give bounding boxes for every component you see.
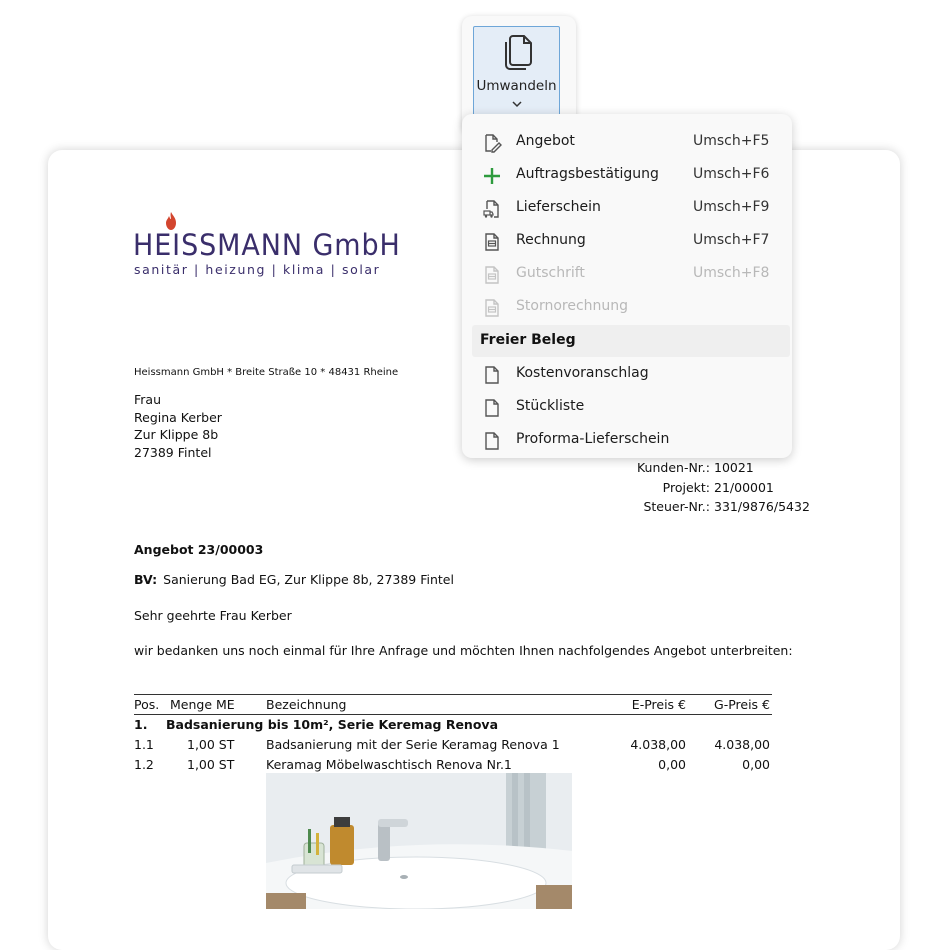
menu-section-free-document xyxy=(472,325,790,357)
document-meta xyxy=(611,458,810,517)
company-logo-name: HEISSMANN GmbH xyxy=(133,228,401,262)
header-unit-price: E-Preis € xyxy=(631,697,686,712)
section-heading: Freier Beleg xyxy=(480,332,576,348)
row-total-price: 0,00 xyxy=(742,757,770,772)
document-icon xyxy=(482,365,502,385)
group-pos: 1. xyxy=(134,717,148,732)
bv-text: Sanierung Bad EG, Zur Klippe 8b, 27389 Fintel xyxy=(163,572,454,587)
document-edit-icon xyxy=(482,133,502,153)
invoice-icon xyxy=(482,298,502,318)
menu-item-label: Angebot xyxy=(516,133,575,149)
menu-item-label: Proforma-Lieferschein xyxy=(516,431,670,447)
menu-item-rechnung[interactable] xyxy=(462,225,792,257)
row-qty: 1,00 ST xyxy=(187,757,235,772)
meta-label: Projekt: xyxy=(662,479,710,495)
row-unit-price: 0,00 xyxy=(658,757,686,772)
menu-item-kostenvoranschlag[interactable] xyxy=(462,358,792,390)
menu-item-label: Lieferschein xyxy=(516,199,601,215)
construction-project-line xyxy=(134,572,454,587)
address-line: Frau xyxy=(134,392,162,407)
menu-item-label: Stückliste xyxy=(516,398,585,414)
row-unit-price: 4.038,00 xyxy=(630,737,686,752)
row-qty: 1,00 ST xyxy=(187,737,235,752)
document-icon xyxy=(482,431,502,451)
table-row xyxy=(134,735,772,755)
header-total-price: G-Preis € xyxy=(714,697,770,712)
bv-label: BV: xyxy=(134,572,158,587)
table-header xyxy=(134,694,772,715)
sender-line: Heissmann GmbH * Breite Straße 10 * 48431 Rheine xyxy=(134,367,399,378)
header-pos: Pos. xyxy=(134,697,160,712)
meta-value: 10021 xyxy=(714,460,754,475)
intro-text: wir bedanken uns noch einmal für Ihre Anfrage und möchten Ihnen nachfolgendes Angebot unterbreiten: xyxy=(134,643,793,658)
chevron-down-icon xyxy=(512,100,522,108)
row-pos: 1.1 xyxy=(134,737,154,752)
meta-label: Kunden-Nr.: xyxy=(636,460,710,475)
row-desc: Keramag Möbelwaschtisch Renova Nr.1 xyxy=(266,757,512,772)
menu-item-label: Stornorechnung xyxy=(516,298,629,314)
convert-dropdown-menu xyxy=(462,114,792,458)
document-icon xyxy=(482,398,502,418)
group-desc: Badsanierung bis 10m², Serie Keremag Renova xyxy=(166,717,499,732)
header-desc: Bezeichnung xyxy=(266,697,347,712)
header-qty: Menge ME xyxy=(170,697,235,712)
address-line: Zur Klippe 8b xyxy=(134,427,219,442)
invoice-icon xyxy=(482,265,502,285)
table-row xyxy=(134,755,772,775)
menu-item-label: Gutschrift xyxy=(516,265,585,281)
convert-button[interactable] xyxy=(473,26,560,120)
delivery-note-icon xyxy=(482,199,502,219)
row-total-price: 4.038,00 xyxy=(714,737,770,752)
convert-button-label: Umwandeln xyxy=(476,78,557,94)
meta-value: 331/9876/5432 xyxy=(714,499,810,514)
menu-item-label: Kostenvoranschlag xyxy=(516,365,649,381)
table-group-row xyxy=(134,715,772,735)
offer-title: Angebot 23/00003 xyxy=(134,542,264,557)
menu-item-stornorechnung[interactable] xyxy=(462,291,792,323)
recipient-address xyxy=(134,391,222,461)
menu-item-shortcut: Umsch+F6 xyxy=(693,166,770,182)
invoice-icon xyxy=(482,232,502,252)
menu-item-shortcut: Umsch+F8 xyxy=(693,265,770,281)
menu-item-gutschrift[interactable] xyxy=(462,258,792,290)
address-line: Regina Kerber xyxy=(134,409,222,425)
company-logo-tagline: sanitär | heizung | klima | solar xyxy=(134,262,381,277)
menu-item-angebot[interactable] xyxy=(462,126,792,158)
menu-item-auftragsbestaetigung[interactable] xyxy=(462,159,792,191)
product-photo xyxy=(266,773,572,909)
meta-label: Steuer-Nr.: xyxy=(643,499,710,514)
plus-icon xyxy=(482,166,502,186)
menu-item-proforma-lieferschein[interactable] xyxy=(462,424,792,456)
menu-item-shortcut: Umsch+F9 xyxy=(693,199,770,215)
meta-value: 21/00001 xyxy=(714,479,774,495)
copy-icon xyxy=(501,32,535,72)
line-items-table xyxy=(134,694,772,775)
menu-item-label: Rechnung xyxy=(516,232,586,248)
menu-item-shortcut: Umsch+F5 xyxy=(693,133,770,149)
greeting: Sehr geehrte Frau Kerber xyxy=(134,608,292,623)
menu-item-stueckliste[interactable] xyxy=(462,391,792,423)
address-line: 27389 Fintel xyxy=(134,444,212,460)
menu-item-shortcut: Umsch+F7 xyxy=(693,232,770,248)
row-pos: 1.2 xyxy=(134,757,154,772)
row-desc: Badsanierung mit der Serie Keramag Renova 1 xyxy=(266,737,560,752)
menu-item-lieferschein[interactable] xyxy=(462,192,792,224)
washbasin-image xyxy=(266,773,572,909)
menu-item-label: Auftragsbestätigung xyxy=(516,166,659,182)
